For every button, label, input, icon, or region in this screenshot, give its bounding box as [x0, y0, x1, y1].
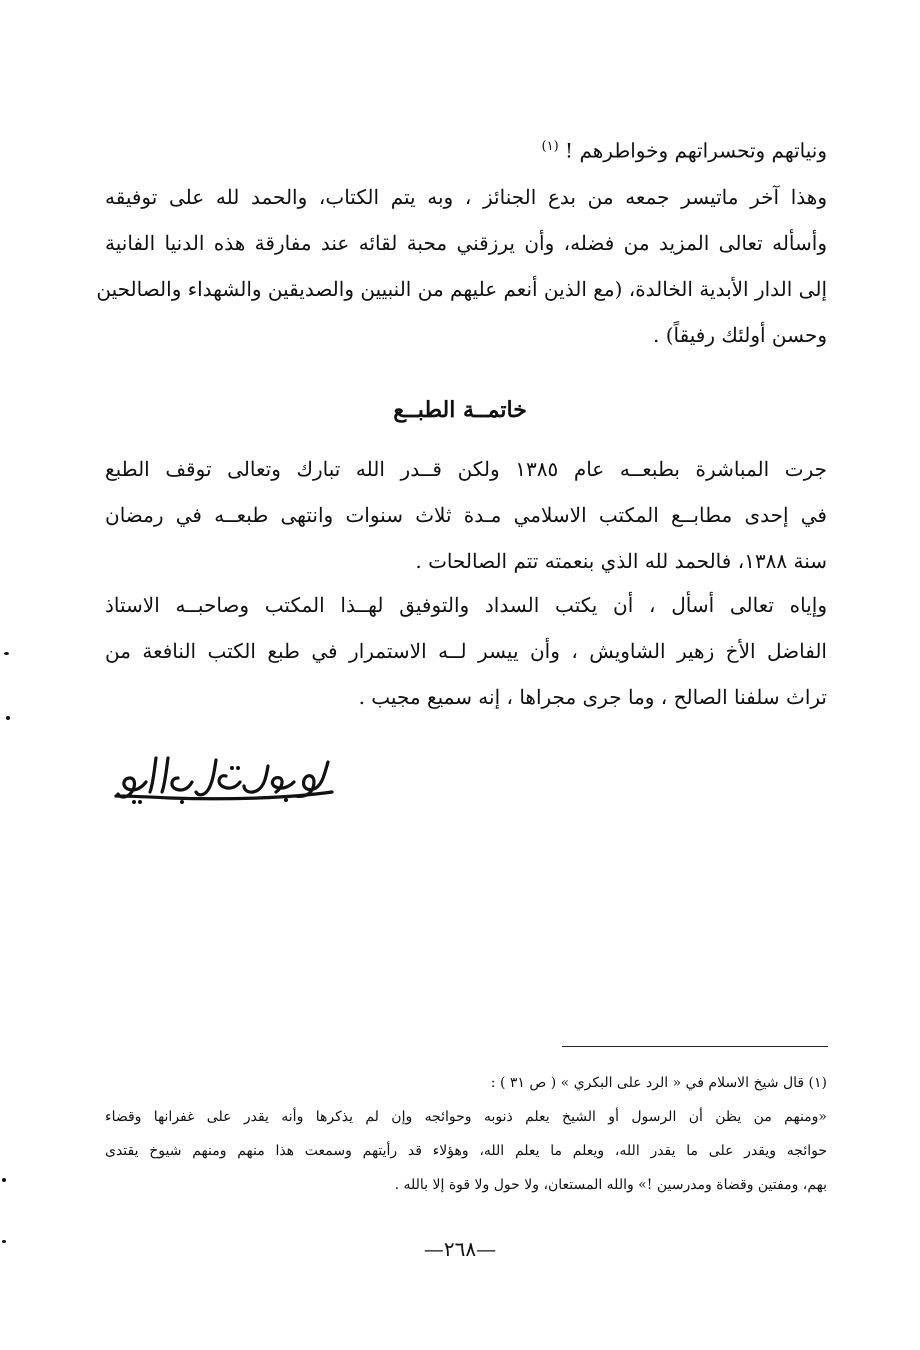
- footnote-marker: (١): [541, 139, 559, 154]
- footnote-separator: [562, 1046, 828, 1047]
- page-number: —٢٦٨—: [423, 1237, 497, 1261]
- text-line: وأسأله تعالى المزيد من فضله، وأن يرزقني محبة لقائه عند مفارقة هذه الدنيا الفانية: [105, 230, 827, 255]
- closing-paragraph: [96, 124, 827, 358]
- scan-mark: [4, 652, 9, 655]
- author-signature: [110, 752, 340, 812]
- text-line: سنة ١٣٨٨، فالحمد لله الذي بنعمته تتم الصالحات .: [415, 549, 827, 573]
- text-line: تراث سلفنا الصالح ، وما جرى مجراها ، إنه سميع مجيب .: [358, 685, 827, 709]
- footnote-line: حوائجه ويقدر على ما يقدر الله، ويعلم ما يعلم الله، وهؤلاء قد رأيتهم وسمعت هذا منهم ومنهم شيوخ يقتدى: [105, 1143, 827, 1159]
- scan-mark: [6, 716, 10, 720]
- text-line: ونياتهم وتحسراتهم وخواطرهم ! $^{(١)}$: [541, 138, 827, 163]
- footnote-line: «ومنهم من يظن أن الرسول أو الشيخ يعلم ذنوبه وحوائجه وإن لم يذكرها وأنه يقدر على غفرانها وقضاء: [105, 1109, 827, 1125]
- footnotes: [105, 1066, 827, 1202]
- prayer-paragraph: [105, 582, 827, 720]
- text-line: في إحدى مطابــع المكتب الاسلامي مـدة ثلاث سنوات وانتهى طبعــه في رمضان: [105, 503, 827, 527]
- text-line: جرت المباشرة بطبعــه عام ١٣٨٥ ولكن قــدر الله تبارك وتعالى توقف الطبع: [105, 457, 828, 481]
- footnote-line: بهم، ومفتين وقضاة ومدرسين !» والله المستعان، ولا حول ولا قوة إلا بالله .: [394, 1177, 827, 1193]
- printing-paragraph: [105, 446, 827, 584]
- text-line: إلى الدار الأبدية الخالدة، (مع الذين أنعم عليهم من النبيين والصديقين والشهداء والصالحين: [96, 276, 827, 301]
- footnote-line: (١) قال شيخ الاسلام في « الرد على البكري » ( ص ٣١ ) :: [490, 1075, 827, 1091]
- scan-mark: [2, 1178, 6, 1182]
- scan-mark: [2, 1240, 6, 1243]
- text-line: وحسن أولئك رفيقاً) .: [653, 322, 827, 347]
- text-line: الفاضل الأخ زهير الشاويش ، وأن ييسر لــه الاستمرار في طبع الكتب النافعة من: [105, 639, 827, 663]
- text-line: وهذا آخر ماتيسر جمعه من بدع الجنائز ، وبه يتم الكتاب، والحمد لله على توفيقه: [105, 184, 827, 209]
- section-heading: خاتمــة الطبــع: [393, 397, 527, 423]
- text-line: وإياه تعالى أسأل ، أن يكتب السداد والتوفيق لهــذا المكتب وصاحبــه الاستاذ: [105, 593, 827, 617]
